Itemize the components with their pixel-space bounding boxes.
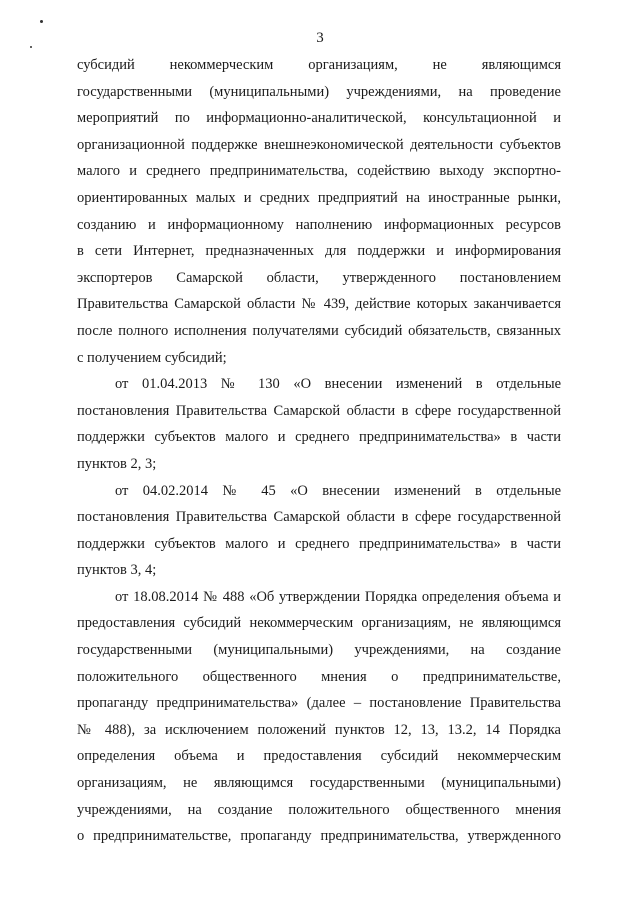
paragraph-2 [77,371,561,477]
text-line: экспортеров Самарской области, утвержденного постановлением [77,269,561,286]
text-line: поддержки субъектов малого и среднего предпринимательства» в части [77,535,561,552]
text-line: от 18.08.2014 № 488 «Об утверждении Порядка определения объема и [115,588,561,605]
text-line: положительного общественного мнения о предпринимательстве, [77,668,561,685]
text-line: предоставления субсидий некоммерческим организациям, не являющимся [77,615,561,632]
text-line: пунктов 3, 4; [77,562,157,579]
text-line: определения объема и предоставления субсидий некоммерческим [77,748,561,765]
paragraph-4 [77,584,561,850]
text-line: от 04.02.2014 № 45 «О внесении изменений в отдельные [115,482,561,499]
text-line: с получением субсидий; [77,349,227,366]
text-line: субсидий некоммерческим организациям, не являющимся [77,57,561,73]
text-line: после полного исполнения получателями субсидий обязательств, связанных [77,322,561,339]
text-line: о предпринимательстве, пропаганду предпринимательства, утвержденного [77,828,561,845]
text-line: пропаганду предпринимательства» (далее – постановление Правительства [77,695,561,712]
paragraph-1 [77,52,561,371]
text-line: Правительства Самарской области № 439, действие которых заканчивается [77,296,561,313]
text-line: постановления Правительства Самарской области в сфере государственной [77,402,561,419]
text-line: от 01.04.2013 № 130 «О внесении изменений в отдельные [115,376,561,393]
text-line: государственными (муниципальными) учреждениями, на проведение [77,83,561,100]
text-line: поддержки субъектов малого и среднего предпринимательства» в части [77,429,561,446]
scan-speck [30,46,32,48]
text-line: государственными (муниципальными) учреждениями, на создание [77,642,561,659]
text-line: постановления Правительства Самарской области в сфере государственной [77,509,561,526]
text-line: мероприятий по информационно-аналитической, консультационной и [77,110,561,127]
text-line: малого и среднего предпринимательства, содействию выходу экспортно- [77,163,561,180]
text-line: ориентированных малых и средних предприятий на иностранные рынки, [77,189,561,206]
text-line: в сети Интернет, предназначенных для поддержки и информирования [77,243,561,260]
document-body [77,52,561,850]
text-line: учреждениями, на создание положительного общественного мнения [77,801,561,818]
text-line: № 488), за исключением положений пунктов 12, 13, 13.2, 14 Порядка [77,721,561,738]
text-line: организационной поддержке внешнеэкономической деятельности субъектов [77,136,561,153]
text-line: организациям, не являющимся государственными (муниципальными) [77,775,561,792]
paragraph-3 [77,478,561,584]
scan-speck [40,20,43,23]
text-line: пунктов 2, 3; [77,455,157,472]
text-line: созданию и информационному наполнению информационных ресурсов [77,216,561,233]
page-number: 3 [316,30,324,46]
